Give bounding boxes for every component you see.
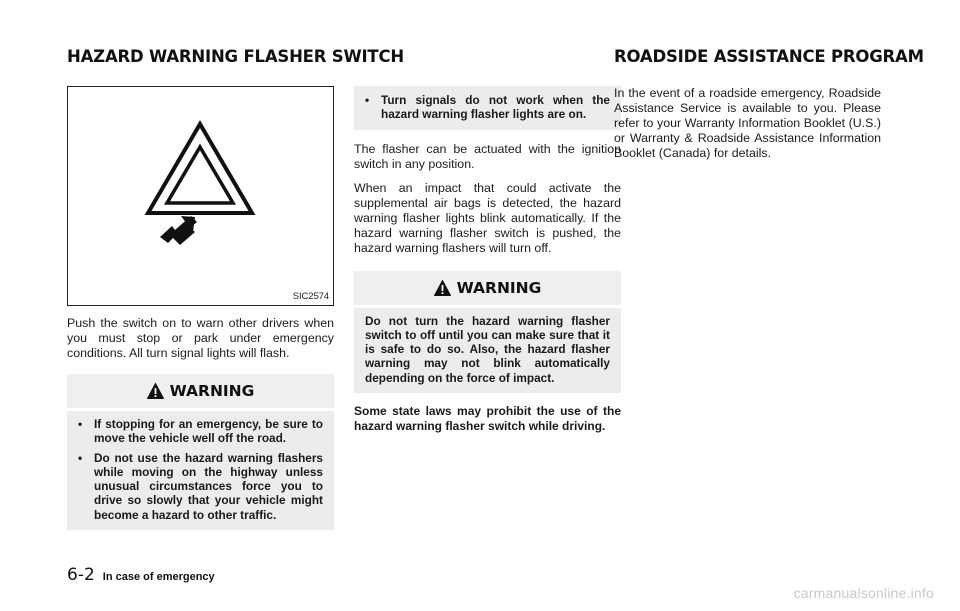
column-3 <box>614 86 881 161</box>
section-heading-roadside: ROADSIDE ASSISTANCE PROGRAM <box>614 47 924 66</box>
column-2 <box>354 86 621 433</box>
watermark: carmanualsonline.info <box>793 585 934 601</box>
warning-continued <box>354 86 621 130</box>
page-footer <box>67 565 215 585</box>
warning-body <box>354 305 621 393</box>
warning-title: WARNING <box>456 278 542 297</box>
column-1 <box>67 86 334 530</box>
warning-triangle-icon <box>147 383 164 399</box>
paragraph-impact: When an impact that could activate the supplemental air bags is detected, the hazard warning flasher lights blink automatically. If the hazard warning flasher switch is pushed, the hazard warning flashers will turn off. <box>354 180 621 255</box>
warning-header <box>67 374 334 408</box>
warning-item: • If stopping for an emergency, be sure to move the vehicle well off the road. <box>78 417 323 446</box>
warning-header <box>354 271 621 305</box>
push-arrow-icon <box>160 216 197 245</box>
warning-title: WARNING <box>169 382 255 400</box>
warning-item-text: Turn signals do not work when the hazard warning flasher lights are on. <box>381 93 610 122</box>
warning-item: • Turn signals do not work when the hazard warning flasher lights are on. <box>365 93 610 122</box>
warning-triangle-icon <box>434 280 451 296</box>
footer-section-title: In case of emergency <box>102 571 215 583</box>
section-heading-hazard: HAZARD WARNING FLASHER SWITCH <box>67 47 405 66</box>
warning-item: • Do not use the hazard warning flashers while moving on the highway unless unusual circumstances force you to drive so slowly that your vehicle might become a hazard to other traffic. <box>78 450 323 522</box>
figure-label: SIC2574 <box>292 291 329 302</box>
warning-box-1 <box>67 374 334 530</box>
warning-item-text: If stopping for an emergency, be sure to move the vehicle well off the road. <box>94 417 323 446</box>
roadside-paragraph: In the event of a roadside emergency, Roadside Assistance Service is available to you. Please refer to your Warranty Information Booklet (U.S.) or Warranty & Roadside Assistance Information Booklet (Canada) for details. <box>614 86 881 160</box>
hazard-switch-figure <box>67 86 334 306</box>
warning-text: Do not turn the hazard warning flasher switch to off until you can make sure that it is safe to do so. Also, the hazard flasher warning may not blink automatically depending on the force of impact. <box>365 313 610 385</box>
warning-body <box>67 408 334 530</box>
warning-box-2 <box>354 271 621 393</box>
warning-item-text: Do not use the hazard warning flashers while moving on the highway unless unusual circumstances force you to drive so slowly that your vehicle might become a hazard to other traffic. <box>94 450 323 522</box>
intro-paragraph: Push the switch on to warn other drivers when you must stop or park under emergency conditions. All turn signal lights will flash. <box>67 316 334 360</box>
paragraph-ignition: The flasher can be actuated with the ignition switch in any position. <box>354 141 621 171</box>
hazard-triangle-illustration <box>68 87 333 305</box>
state-laws-paragraph: Some state laws may prohibit the use of the hazard warning flasher switch while driving. <box>354 404 621 433</box>
page-number: 6-2 <box>67 565 95 585</box>
